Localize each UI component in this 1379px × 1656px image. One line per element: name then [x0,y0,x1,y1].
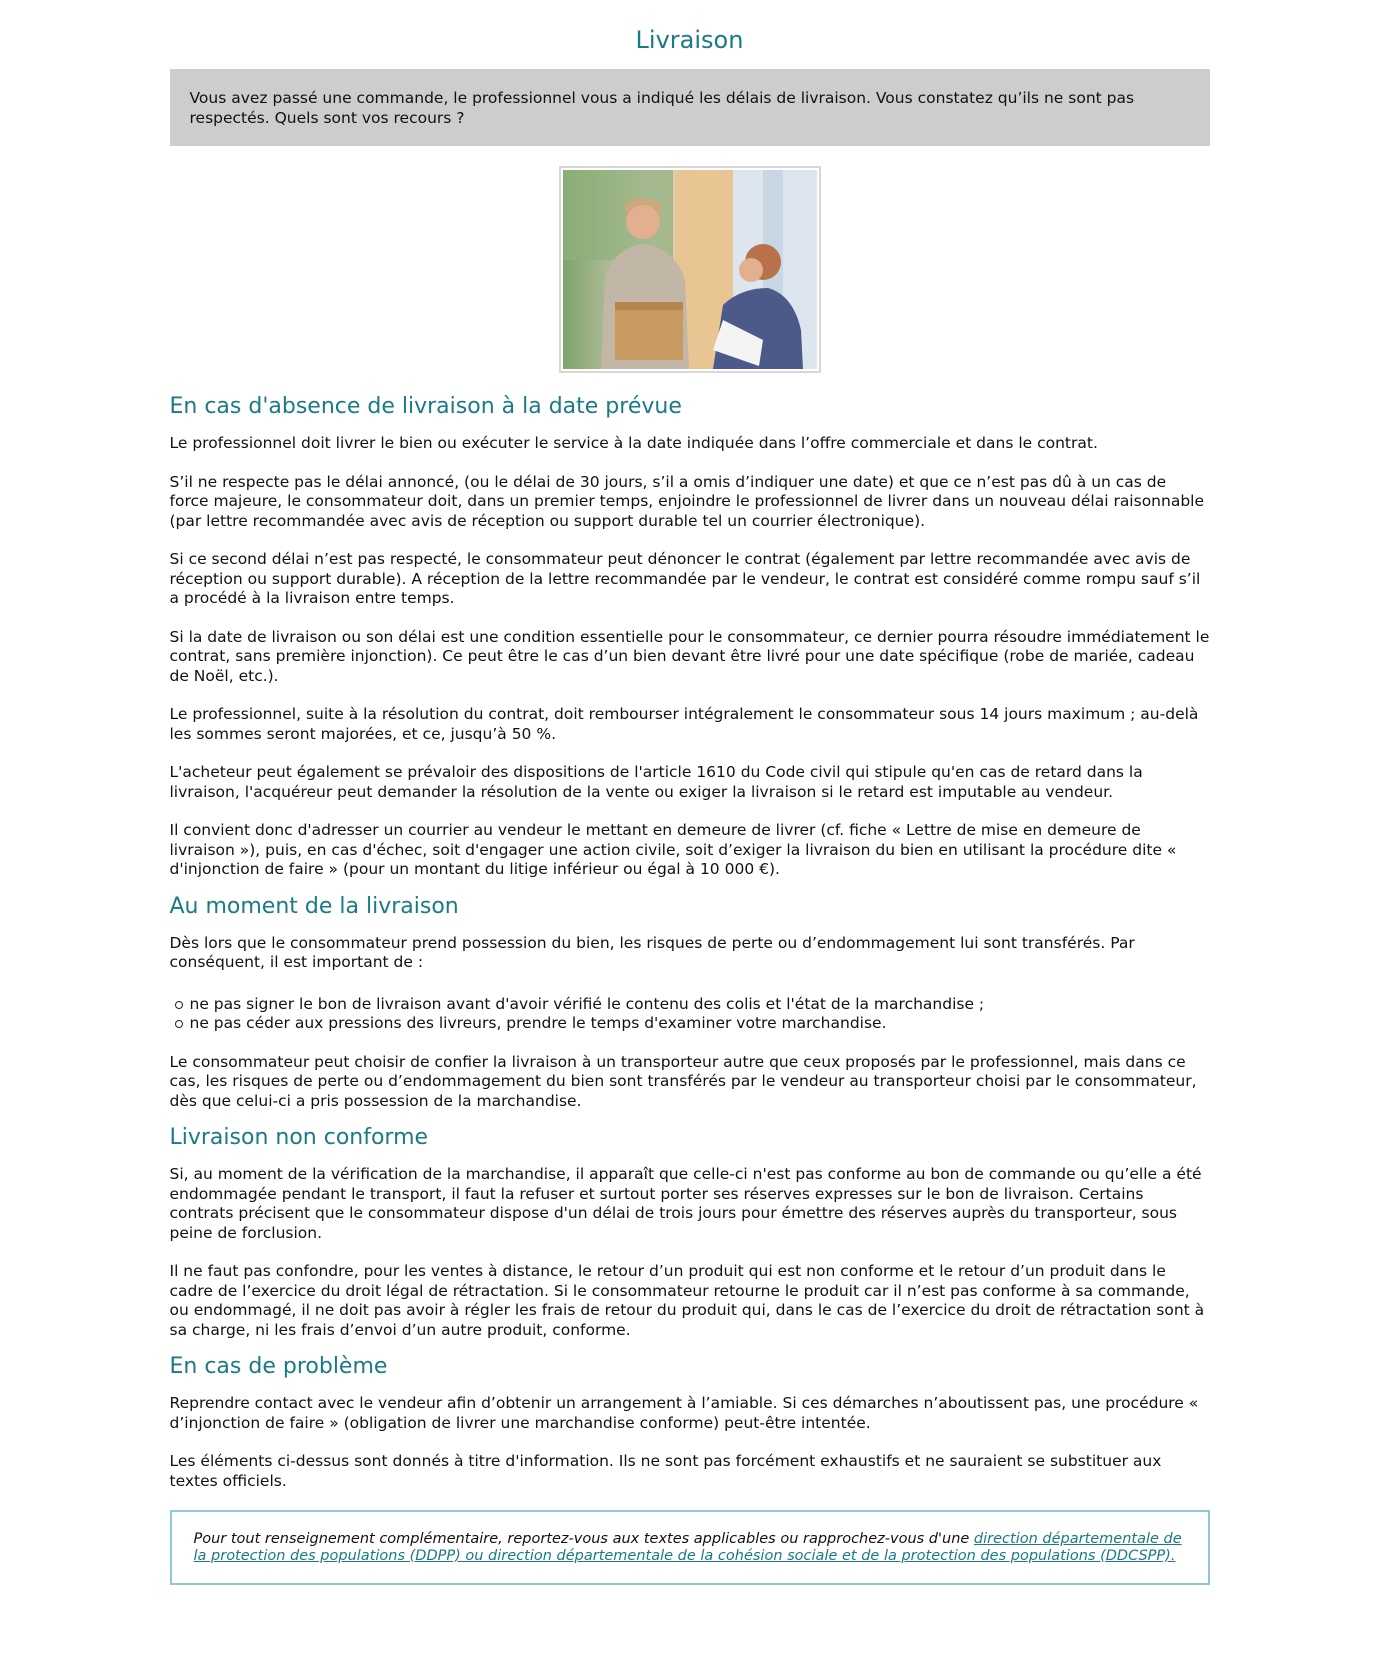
circle-bullet-icon [175,1001,183,1009]
absence-paragraph-3: Si ce second délai n’est pas respecté, le consommateur peut dénoncer le contrat (également par lettre recommandée avec avis de réception ou support durable). A réception de la lettre recommandée par le vendeur, le contrat est considéré comme rompu sauf s’il a procédé à la livraison entre temps. [169,550,1201,607]
absence-paragraph-4: Si la date de livraison ou son délai est une condition essentielle pour le consommateur, ce dernier pourra résoudre immédiatement le contrat, sans première injonction). Ce peut être le cas d’un bien devant être livré pour une date spécifique (robe de mariée, cadeau de Noël, etc.). [169,627,1210,685]
intro-box: Vous avez passé une commande, le professionnel vous a indiqué les délais de livraison. Vous constatez qu’ils ne sont pas respectés. Quels sont vos recours ? [170,69,1210,146]
moment-paragraph-2: Le consommateur peut choisir de confier la livraison à un transporteur autre que ceux proposés par le professionnel, mais dans ce cas, les risques de perte ou d’endommagement du bien sont transférés par le vendeur au transporteur choisi par le consommateur, dès que celui-ci a pris possession de la marchandise. [169,1052,1197,1110]
ddpp-link[interactable]: direction départementale de la protection des populations (DDPP) ou direction départementale de la cohésion sociale et de la protection des populations (DDCSPP). [193,1531,1182,1564]
circle-bullet-icon [175,1020,183,1028]
absence-paragraph-2: S’il ne respecte pas le délai annoncé, (ou le délai de 30 jours, s’il a omis d’indiquer une date) et que ce n’est pas dû à un cas de force majeure, le consommateur doit, dans un premier temps, enjoindre le professionnel de livrer dans un nouveau délai raisonnable (par lettre recommandée avec avis de réception ou support durable tel un courrier électronique). [169,472,1205,530]
moment-paragraph-1: Dès lors que le consommateur prend possession du bien, les risques de perte ou d’endommagement lui sont transférés. Par conséquent, il est important de : [169,933,1135,971]
probleme-paragraph-1: Reprendre contact avec le vendeur afin d’obtenir un arrangement à l’amiable. Si ces démarches n’aboutissent pas, une procédure « d’injonction de faire » (obligation de livrer une marchandise conforme) peut-être intentée. [169,1394,1199,1432]
delivery-photo-icon [563,170,817,369]
nonconforme-paragraph-1: Si, au moment de la vérification de la marchandise, il apparaît que celle-ci n'est pas conforme au bon de commande ou qu’elle a été endommagée pendant le transport, il faut la refuser et surtout porter ses réserves expresses sur le bon de livraison. Certains contrats précisent que le consommateur dispose d'un délai de trois jours pour émettre des réserves auprès du transporteur, sous peine de forclusion. [169,1165,1202,1242]
heading-probleme: En cas de problème [169,1354,388,1379]
page [170,0,1210,1585]
heading-absence: En cas d'absence de livraison à la date prévue [169,394,682,419]
list-item [170,995,1210,1015]
heading-nonconforme: Livraison non conforme [169,1125,429,1150]
list-item [170,1014,1210,1034]
absence-paragraph-6: L'acheteur peut également se prévaloir des dispositions de l'article 1610 du Code civil qui stipule qu'en cas de retard dans la livraison, l'acquéreur peut demander la résolution de la vente ou exiger la livraison si le retard est imputable au vendeur. [169,763,1143,801]
list-item-text: ne pas céder aux pressions des livreurs, prendre le temps d'examiner votre marchandise. [189,1014,887,1032]
delivery-photo [559,166,821,373]
page-title: Livraison [635,26,744,54]
list-item-text: ne pas signer le bon de livraison avant d'avoir vérifié le contenu des colis et l'état de la marchandise ; [189,994,985,1013]
photo-container [170,166,1210,379]
absence-paragraph-1: Le professionnel doit livrer le bien ou exécuter le service à la date indiquée dans l’offre commerciale et dans le contrat. [169,434,1098,452]
absence-paragraph-5: Le professionnel, suite à la résolution du contrat, doit rembourser intégralement le consommateur sous 14 jours maximum ; au-delà les sommes seront majorées, et ce, jusqu’à 50 %. [169,705,1199,743]
heading-moment: Au moment de la livraison [169,893,459,919]
notice-box [170,1510,1210,1585]
absence-paragraph-7: Il convient donc d'adresser un courrier au vendeur le mettant en demeure de livrer (cf. fiche « Lettre de mise en demeure de livraison »), puis, en cas d'échec, soit d'engager une action civile, soit d’exiger la livraison du bien en utilisant la procédure dite « d'injonction de faire » (pour un montant du litige inférieur ou égal à 10 000 €). [169,821,1177,878]
disclaimer-paragraph: Les éléments ci-dessus sont donnés à titre d'information. Ils ne sont pas forcément exhaustifs et ne sauraient se substituer aux textes officiels. [169,1452,1162,1490]
notice-text: Pour tout renseignement complémentaire, reportez-vous aux textes applicables ou rapprochez-vous d'une [193,1531,974,1547]
nonconforme-paragraph-2: Il ne faut pas confondre, pour les ventes à distance, le retour d’un produit qui est non conforme et le retour d’un produit dans le cadre de l’exercice du droit légal de rétractation. Si le consommateur retourne le produit car il n’est pas conforme à sa commande, ou endommagé, il ne doit pas avoir à régler les frais de retour du produit qui, dans le cas de l’exercice du droit de rétractation sont à sa charge, ni les frais d’envoi d’un autre produit, conforme. [169,1262,1205,1339]
moment-bullet-list [170,995,1210,1034]
